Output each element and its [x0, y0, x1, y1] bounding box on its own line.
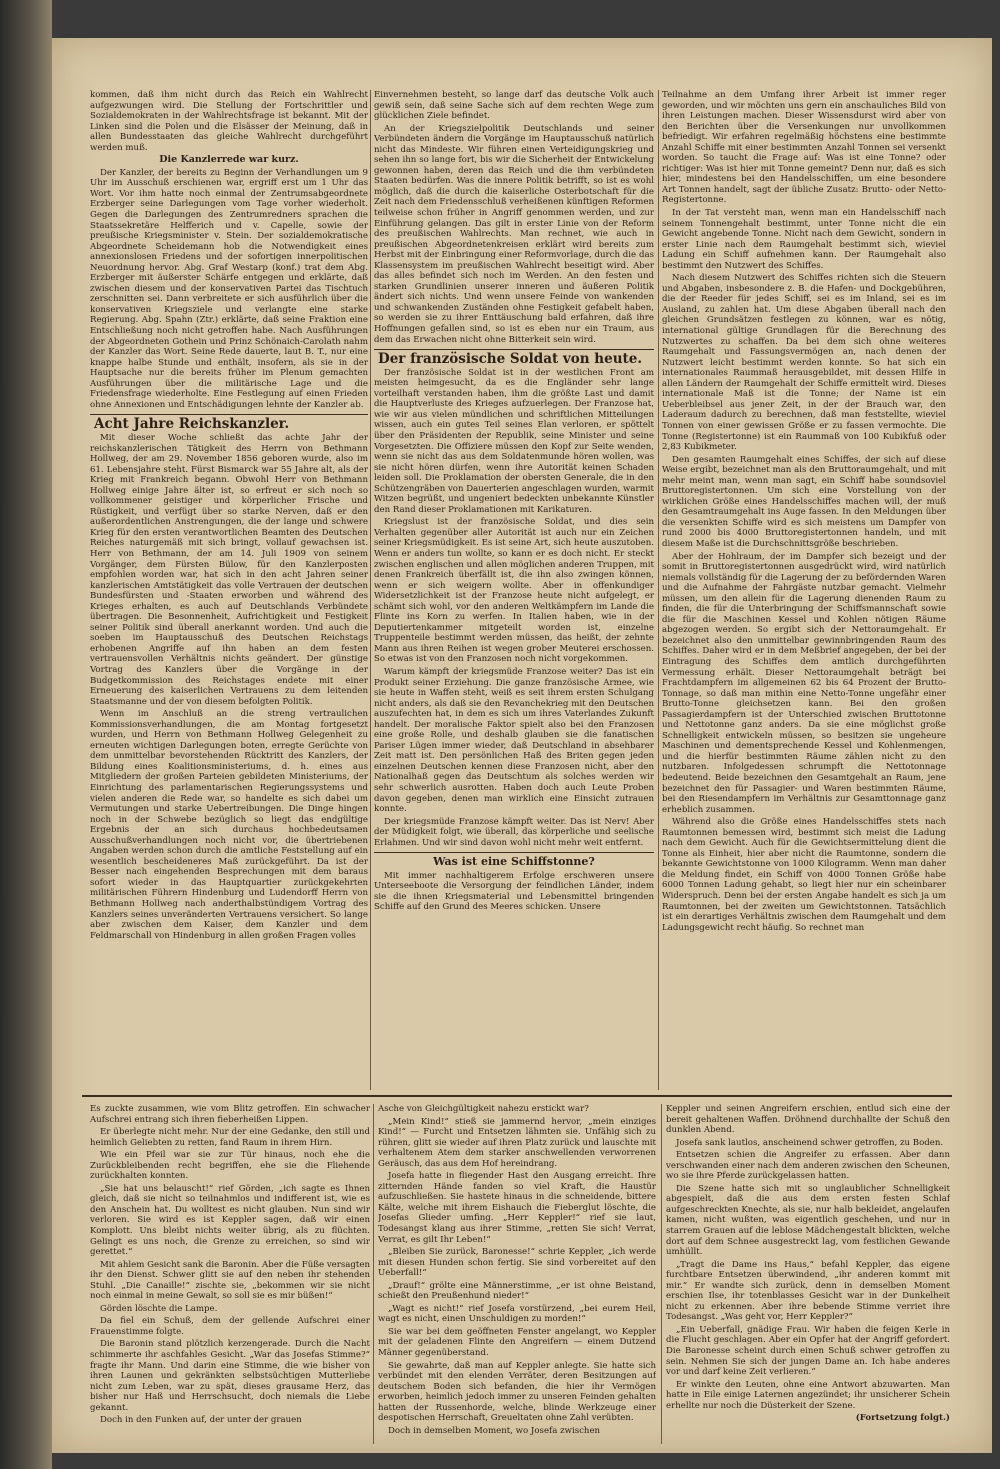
paragraph: Es zuckte zusammen, wie vom Blitz getroffen. Ein schwacher Aufschrei entrang sich ihren fieberheißen Lippen. — [90, 1104, 370, 1125]
paragraph: Sie gewahrte, daß man auf Keppler anlegte. Sie hatte sich verbündet mit den elenden Verräter, deren Besitzungen auf deutschem Boden sich befanden, die hier ihr Vermögen erworben, heimlich jedoch immer zu unseren Feinden gehalten hatten der Russenhorde, welche, blinde Werkzeuge einer despotischen Herrschaft, Greueltaten ohne Zahl verübten. — [378, 1360, 656, 1424]
paragraph: Entsetzen schien die Angreifer zu erfassen. Aber dann verschwanden einer nach dem anderen zwischen den Scheunen, wo sie ihre Pferde zurückgelassen hatten. — [666, 1150, 950, 1182]
paragraph: Wenn im Anschluß an die streng vertraulichen Kommissionsverhandlungen, die am Montag fortgesetzt wurden, und Herrn von Bethmann Hollweg Gelegenheit zu erneuten wichtigen Darlegungen boten, erregte Gerüchte von dem unmittelbar bevorstehenden Rücktritt des Kanzlers, der Bildung eines Koalitionsministeriums, d. h. eines aus Mitgliedern der großen Parteien gebildeten Ministeriums, der Einrichtung des parlamentarischen Regierungssystems und vielen anderen die Rede war, so handelte es sich dabei um Vermutungen und starke Uebertreibungen. Die Dinge hingen noch in der Schwebe bezüglich so liegt das endgültige Ergebnis der an sich durchaus hochbedeutsamen Ausschußverhandlungen noch nicht vor, die übertriebenen Angaben werden schon durch die amtliche Feststellung auf ein wesentlich bescheideneres Maß zurückgeführt. Da ist der Besser nach eingehenden Besprechungen mit dem baraus sofort wieder in das Hauptquartier zurückgekehrten militärischen Führern Hindenburg und Ludendorff Herrn von Bethmann Hollweg nach anderthalbstündigem Vortrag des Kanzlers seines unveränderten Vertrauens versichert. So lange aber zwischen dem Kaiser, dem Kanzler und dem Feldmarschall von Hindenburg in allen großen Fragen volles — [90, 709, 368, 941]
divider — [90, 414, 368, 415]
article-heading: Der französische Soldat von heute. — [378, 351, 643, 368]
column-2 — [374, 90, 654, 1090]
column-divider — [370, 90, 371, 1090]
paragraph: Der französische Soldat ist in der westlichen Front am meisten heimgesucht, da es die Engländer sehr lange vorteilhaft verstanden haben, ihm die größte Last und damit die Hauptverluste des Krieges aufzuerlegen. Der Franzose hat, wie wir aus vielen mündlichen und schriftlichen Mitteilungen wissen, auch ein gutes Teil seines Elan verloren, er spöttelt über den Präsidenten der Republik, seine Minister und seine Vorgesetzten. Die Offiziere müssen den Kopf zur Seite wenden, wenn sie nicht das aus dem Soldatenmunde hören wollen, was sie nicht hören dürfen, wenn ihre Autorität keinen Schaden leiden soll. Die Proklamation der obersten Generale, die in den Schützengräben von Dauerterien angeschlagen wurden, warmit Witzen begrüßt, und ungeniert bedeckten unbekannte Künstler den Rand dieser Proklamationen mit Karikaturen. — [374, 367, 654, 515]
paragraph: Den gesamten Raumgehalt eines Schiffes, der sich auf diese Weise ergibt, bezeichnet man als den Bruttoraumgehalt, und mit mehr meint man, wenn man sagt, ein Schiff habe soundsoviel Bruttoregistertonnen. Um sich eine Vorstellung von der wirklichen Größe eines Handelsschiffes machen will, der muß den Gesamtraumgehalt ins Auge fassen. In den Meldungen über die versenkten Schiffe wird es sich meistens um Dampfer von rund 2000 bis 4000 Bruttoregistertonnen handeln, und mit diesem Maße ist die Durchschnittsgröße beschrieben. — [662, 454, 946, 549]
paragraph: „Sie hat uns belauscht!“ rief Görden, „ich sagte es Ihnen gleich, daß sie nicht so teilnahmlos und indifferent ist, wie es den Anschein hat. Du wolltest es nicht glauben. Nun sind wir verloren. Sie wird es ist Keppler sagen, daß wir einen Komplott. Uns bleibt nichts weiter übrig, als zu flüchten. Gelingt es uns noch, die Grenze zu erreichen, so sind wir gerettet.“ — [90, 1183, 370, 1258]
paragraph: Er überlegte nicht mehr. Nur der eine Gedanke, den still und heimlich Geliebten zu retten, fand Raum in ihrem Hirn. — [90, 1127, 370, 1148]
divider — [374, 349, 654, 350]
paragraph: Da fiel ein Schuß, dem der gellende Aufschrei einer Frauenstimme folgte. — [90, 1316, 370, 1337]
paragraph: Josefa hatte in fliegender Hast den Ausgang erreicht. Ihre zitternden Hände fanden so viel Kraft, die Haustür aufzuschließen. Sie hastete hinaus in die schneidende, bittere Kälte, welche mit ihrem Eishauch die Fieberglut löschte, die Josefas Glieder umfing. „Herr Keppler!“ rief sie laut, Todesangst klang aus ihrer Stimme, „retten Sie sich! Verrat, Verrat, es gilt Ihr Leben!“ — [378, 1171, 656, 1245]
newspaper-page — [52, 38, 992, 1453]
paragraph: Der Kanzler, der bereits zu Beginn der Verhandlungen um 9 Uhr im Ausschuß erschienen war, ergriff erst um 1 Uhr das Wort. Vor ihm hatte noch einmal der Zentrumsabgeordnete Erzberger seine Darlegungen vom Tage vorher wiederholt. Gegen die Darlegungen des Zentrumredners sprachen die Staatssekretäre Helfferich und v. Capelle, sowie der preußische Kriegsminister v. Stein. Der sozialdemokratische Abgeordnete Scheidemann hob die Notwendigkeit eines annexionslosen Friedens und der sofortigen innerpolitischen Neuordnung hervor. Abg. Graf Westarp (konf.) trat dem Abg. Erzberger mit äußerster Schärfe entgegen und erklärte, daß zwischen diesem und der konservativen Partei das Tischtuch zerschnitten sei. Dann verbreitete er sich ausführlich über die konservativen Kriegsziele und verlangte eine starke Regierung. Abg. Spahn (Ztr.) erklärte, daß seine Fraktion eine Entschließung noch nicht getroffen habe. Nach Ausführungen der Abgeordneten Gothein und Prinz Schönaich-Carolath nahm der Kanzler das Wort. Seine Rede dauerte, laut B. T., nur eine knappe halbe Stunde und enthält, insofern, als sie in der Hauptsache nur die bereits früher im Plenum gemachten Ausführungen über die militärische Lage und die Friedensfrage wiederholte. Eine Festlegung auf einen Frieden ohne Annexionen und Entschädigungen lehnte der Kanzler ab. — [90, 167, 368, 410]
paragraph: Aber der Hohlraum, der im Dampfer sich bezeigt und der somit in Bruttoregistertonnen ausgedrückt wird, wird natürlich niemals vollständig für die Lagerung der zu befördernden Waren und die Aufnahme der Fahrgäste nutzbar gemacht. Vielmehr müssen, um den allein für die Lagerung dienenden Raum zu finden, die für die Unterbringung der Schiffsmannschaft sowie die für die Maschinen Kessel und Kohlen nötigen Räume abgezogen werden. So ergibt sich der Nettoraumgehalt. Er bezeichnet also den unmittelbar gewinnbringenden Raum des Schiffes. Daher wird er in dem Meßbrief angegeben, der bei der Eintragung des Schiffes dem amtlich durchgeführten Vermessung erhält. Dieser Nettoraumgehalt beträgt bei Frachtdampfern im allgemeinen 62 bis 64 Prozent der Brutto-Tonnage, so daß man mithin eine Netto-Tonne ungefähr einer Brutto-Tonne gleichsetzen kann. Bei den großen Passagierdampfern ist der Unterschied zwischen Bruttotonne und Nettotonne ganz anders. Da sie eine möglichst große Schnelligkeit entwickeln müssen, so besitzen sie ungeheure Maschinen und dementsprechende Kessel und Kohlenmengen, und die hierfür bestimmten Räume zählen nicht zu den nutzbaren. Infolgedessen schrumpft die Nettotonnage bedeutend. Beide bezeichnen den Gesamtgehalt an Raum, jene bezeichnet den für Passagier- und Waren bestimmten Räume, bei den Riesendampfern im Verhältnis zur Gesamttonnage ganz erheblich zusammen. — [662, 551, 946, 815]
paragraph: Wie ein Pfeil war sie zur Tür hinaus, noch ehe die Zurückbleibenden recht begriffen, ehe sie die Fliehende zurückhalten konnten. — [90, 1150, 370, 1182]
paragraph: Sie war bei dem geöffneten Fenster angelangt, wo Keppler mit der geladenen Flinte den Angreifern — einem Dutzend Männer gegenüberstand. — [378, 1326, 656, 1359]
paragraph: Er winkte den Leuten, ohne eine Antwort abzuwarten. Man hatte in Eile einige Laternen angezündet; ihr unsicherer Schein erhellte nur noch die Düsterkeit der Szene. — [666, 1379, 950, 1411]
column-3 — [662, 90, 946, 1090]
paragraph: Mit ahlem Gesicht sank die Baronin. Aber die Füße versagten ihr den Dienst. Schwer glitt sie auf den neben ihr stehenden Stuhl. „Die Canaille!“ zischte sie, „bekommen wir sie nicht noch einmal in meine Gewalt, so soll sie es mir büßen!“ — [90, 1259, 370, 1302]
paragraph: Mit immer nachhaltigerem Erfolge erschweren unsere Unterseeboote die Versorgung der feindlichen Länder, indem sie die ihnen Kriegsmaterial und Lebensmittel bringenden Schiffe auf den Grund des Meeres schicken. Unsere — [374, 870, 654, 913]
paragraph: In der Tat versteht man, wenn man ein Handelsschiff nach seinem Tonnengehalt bestimmt, unter Tonne nicht die ein Gewicht angebende Tonne. Nicht nach dem Gewicht, sondern in erster Linie nach dem Raumgehalt bestimmt sich, wieviel Ladung ein Schiff aufnehmen kann. Der Raumgehalt also bestimmt den Nutzwert des Schiffes. — [662, 208, 946, 271]
column-divider — [373, 1104, 374, 1444]
serial-story-column-3 — [666, 1104, 950, 1444]
book-binding — [0, 0, 52, 1469]
feuilleton-divider — [82, 1095, 952, 1097]
serial-story-column-1 — [90, 1104, 370, 1444]
paragraph: „Wagt es nicht!“ rief Josefa vorstürzend, „bei eurem Heil, wagt es nicht, einen Unschuldigen zu morden!“ — [378, 1303, 656, 1325]
paragraph: An der Kriegszielpolitik Deutschlands und seiner Verbündeten ändern die Vorgänge im Hauptausschuß natürlich nicht das Mindeste. Wir führen einen Verteidigungskrieg und sehen ihn so lange fort, bis wir die Sicherheit der Entwickelung gewonnen haben, deren das Reich und die ihm verbündeten Staaten bedürfen. Was die innere Politik betrifft, so ist es wohl möglich, daß die durch die kaiserliche Osterbotschaft für die Zeit nach dem Friedensschluß verheißenen künftigen Reformen teilweise schon früher in Angriff genommen werden, und zur Einführung gelangen. Das gilt in erster Linie von der Reform des preußischen Wahlrechts. Man rechnet, wie auch in preußischen Abgeordnetenkreisen erklärt wird bereits zum Herbst mit der Einbringung einer Reformvorlage, durch die das Klassensystem im preußischen Wahlrecht beseitigt wird. Aber das alles befindet sich noch im Werden. An den festen und starken Grundlinien unserer inneren und äußeren Politik ändert sich nichts. Und wenn unsere Feinde von wankenden und schwankenden Zuständen ohne Festigkeit gefabelt haben, so werden sie zu ihrer Enttäuschung bald erfahren, daß ihre Hoffnungen gefallen sind, so ist es eben nur ein Traum, aus dem das Erwachen nicht ohne Bitterkeit sein wird. — [374, 123, 654, 345]
column-divider — [658, 90, 659, 1090]
column-1 — [90, 90, 368, 1090]
paragraph: Keppler und seinen Angreifern erschien, entlud sich eine der bereit gehaltenen Waffen. Dröhnend durchhallte der Schuß den dunklen Abend. — [666, 1104, 950, 1136]
section-heading: Die Kanzlerrede war kurz. — [159, 154, 299, 166]
paragraph: Nach diesem Nutzwert des Schiffes richten sich die Steuern und Abgaben, insbesondere z. B. die Hafen- und Dockgebühren, die der Reeder für jedes Schiff, sei es im Inland, sei es im Ausland, zu zahlen hat. Um diese Abgaben überall nach den gleichen Grundsätzen festlegen zu können, war es nötig, international gültige Grundlagen für die Berechnung des Nutzwertes zu schaffen. Da bei dem sich ohne weiteres Raumgehalt und Fassungsvermögen an, nach denen der Nutzwert leicht bestimmt werden konnte. So hat sich ein internationales Raummaß herausgebildet, mit dessen Hilfe in allen Ländern der Raumgehalt der Schiffe ermittelt wird. Dieses internationale Maß ist die Tonne; der Name ist ein Ueberbleibsel aus jener Zeit, in der der Brauch war, den Laderaum dadurch zu berechnen, daß man feststellte, wieviel Tonnen von einer gewissen Größe er zu fassen vermochte. Die Tonne (Registertonne) ist ein Raummaß von 100 Kubikfuß oder 2,83 Kubikmeter. — [662, 273, 946, 453]
paragraph: Teilnahme an dem Umfang ihrer Arbeit ist immer reger geworden, und wir möchten uns gern ein anschauliches Bild von ihren Leistungen machen. Dieser Wissensdurst wird aber von den Berichten über die Versenkungen nur unvollkommen befriedigt. Wir erfahren regelmäßig höchstens eine bestimmte Anzahl Schiffe mit einer bestimmten Anzahl Tonnen sei versenkt worden. So taucht die Frage auf: Was ist eine Tonne? oder richtiger: Was ist hier mit Tonne gemeint? Denn nur, daß es sich hier, mindestens bei den Handelsschiffen, um eine besondere Art Tonnen handelt, sagt der übliche Zusatz: Brutto- oder Netto-Registertonne. — [662, 90, 946, 206]
paragraph: „Drauf!“ grölte eine Männerstimme, „er ist ohne Beistand, schießt den Preußenhund nieder!“ — [378, 1280, 656, 1302]
paragraph: Mit dieser Woche schließt das achte Jahr der reichskanzlerischen Tätigkeit des Herrn von Bethmann Hollweg, der am 29. November 1856 geboren wurde, also im 61. Lebensjahre steht. Fürst Bismarck war 55 Jahre alt, als der Krieg mit Frankreich begann. Obwohl Herr von Bethmann Hollweg einige Jahre älter ist, so erfreut er sich noch so vollkommener geistiger und körperlicher Frische und Rüstigkeit, und verfügt über so starke Nerven, daß er den außerordentlichen Anstrengungen, die der lange und schwere Krieg für den ersten verantwortlichen Beamten des Deutschen Reiches naturgemäß mit sich bringt, vollauf gewachsen ist. Herr von Bethmann, der am 14. Juli 1909 von seinem Vorgänger, dem Fürsten Bülow, für den Kanzlerposten empfohlen worden war, hat sich in den acht Jahren seiner kanzlerischen Amtstätigkeit das volle Vertrauen der deutschen Bundesfürsten und -Staaten erworben und während des Krieges erhalten, es auch auf Deutschlands Verbündete übertragen. Die Besonnenheit, Aufrichtigkeit und Festigkeit seiner Politik sind überall anerkannt worden. Und auch die soeben im Hauptausschuß des Deutschen Reichstags erhobenen Angriffe auf ihn haben an dem festen vertrauensvollen Verhältnis nichts geändert. Der günstige Vortrag des Kanzlers über die Vorgänge in der Budgetkommission des Reichstages endete mit einer Erneuerung des kaiserlichen Vertrauens zu dem leitenden Staatsmanne und der von diesem befolgten Politik. — [90, 432, 368, 707]
paragraph: Josefa sank lautlos, anscheinend schwer getroffen, zu Boden. — [676, 1137, 944, 1148]
paragraph: Einvernehmen besteht, so lange darf das deutsche Volk auch gewiß sein, daß seine Sache sich auf dem rechten Wege zum glücklichen Ziele befindet. — [374, 90, 654, 122]
paragraph: Asche von Gleichgültigkeit nahezu erstickt war? — [378, 1104, 589, 1114]
divider — [374, 852, 654, 853]
paragraph: Die Szene hatte sich mit so unglaublicher Schnelligkeit abgespielt, daß die aus dem ersten festen Schlaf aufgeschreckten Knechte, als sie, nur halb bekleidet, angelaufen kamen, nicht wußten, was eigentlich geschehen, und nur in starrem Grauen auf die leblose Mädchengestalt blickten, welche dort auf dem Schnee ausgestreckt lag, vom festlichen Gewande umhüllt. — [666, 1183, 950, 1258]
paragraph: kommen, daß ihm nicht durch das Reich ein Wahlrecht aufgezwungen wird. Die Stellung der Fortschrittler und Sozialdemokraten in der Wahlrechtsfrage ist bekannt. Mit der Linken sind die Polen und die Elsässer der Meinung, daß in allen Bundesstaaten das gleiche Wahlrecht durchgeführt werden muß. — [90, 90, 368, 153]
paragraph: Görden löschte die Lampe. — [100, 1303, 218, 1314]
column-divider — [661, 1104, 662, 1444]
paragraph: „Mein Kind!“ stieß sie jammernd hervor, „mein einziges Kind!“ — Furcht und Entsetzen lähmten sie. Unfähig sich zu rühren, glitt sie wieder auf ihren Platz zurück und lauschte mit verhaltenem Atem dem starker anschwellenden verworrenen Geräusch, das aus dem Hof hereindrang. — [378, 1116, 656, 1169]
paragraph: „Tragt die Dame ins Haus,“ befahl Keppler, das eigene furchtbare Entsetzen überwindend, „ihr anderen kommt mit mir.“ Er wandte sich zurück, denn in demselben Moment erschien Ilse, ihr totenblasses Gesicht war in der Dunkelheit nicht zu erkennen. Aber ihre bebende Stimme verriet ihre Todesangst. „Was geht vor, Herr Keppler?“ — [666, 1259, 950, 1323]
paragraph: „Bleiben Sie zurück, Baronesse!“ schrie Keppler, „ich werde mit diesen Hunden schon fertig. Sie sind vorbereitet auf den Ueberfall!“ — [378, 1247, 656, 1279]
article-heading: Was ist eine Schiffstonne? — [433, 855, 595, 869]
continuation-note: (Fortsetzung folgt.) — [855, 1413, 950, 1424]
paragraph: Kriegslust ist der französische Soldat, und dies sein Verhalten gegenüber aller Autorität ist auch nur ein Zeichen seiner Kriegsmüdigkeit. Es ist seine Art, sich heute auszutoben. Wenn er anders tun wollte, so kann er es doch nicht. Er steckt zwischen englischen und allen möglichen anderen Truppen, mit denen Frankreich überfällt ist, die ihn also zwingen können, wenn er sich weigern wollte. Aber in offenkundiger Widersetzlichkeit ist der Franzose heute nicht aufgelegt, er schämt sich wohl, vor den anderen Weltkämpfern im Lande die Flinte ins Korn zu werfen. In Italien haben, wie in der Deputiertenkammer mitgeteilt worden ist, einzelne Truppenteile bestimmt werden müssen, das heißt, der zehnte Mann aus ihren Reihen ist wegen grober Meuterei erschossen. So etwas ist von den Franzosen noch nicht vorgekommen. — [374, 517, 654, 665]
paragraph: Warum kämpft der kriegsmüde Franzose weiter? Das ist ein Produkt seiner Erziehung. Die ganze französische Armee, wie sie heute in Waffen steht, weiß es seit ihrem ersten Schulgang nicht anders, als daß sie den Revanchekrieg mit den Deutschen auszufechten hat, in dem es sich um ihres Vaterlandes Zukunft handelt. Der moralische Faktor spielt also bei den Franzosen eine große Rolle, und deshalb glauben sie die fanatischen Pariser Lügen immer wieder, daß Deutschland in absehbarer Zeit matt ist. Den persönlichen Haß des Briten gegen jeden einzelnen Deutschen kennen diese Franzosen nicht, aber den Nationalhaß gegen das Deutschtum als solches werden wir sehr schwerlich ausrotten. Haben doch auch Leute Proben davon gegeben, denen man wirklich eine Einsicht zutrauen konnte. — [374, 666, 654, 815]
paragraph: Während also die Größe eines Handelsschiffes stets nach Raumtonnen bemessen wird, bestimmt sich meist die Ladung nach dem Gewicht. Auch für die Gewichtsermittelung dient die Tonne als Einheit, hier aber nicht die Raumtonne, sondern die bekannte Gewichtstonne von 1000 Kilogramm. Wenn man daher die Meldung findet, ein Schiff von 4000 Tonnen Größe habe 6000 Tonnen Ladung gehabt, so liegt hier nur ein scheinbarer Widerspruch. Denn bei der ersten Angabe handelt es sich ja um Raumtonnen, bei der zweiten um Gewichtstonnen. Tatsächlich ist ein derartiges Verhältnis zwischen dem Raumgehalt und dem Ladungsgewicht recht häufig. So rechnet man — [662, 817, 946, 933]
paragraph: Der kriegsmüde Franzose kämpft weiter. Das ist Nerv! Aber der Müdigkeit folgt, wie überall, das körperliche und seelische Erlahmen. Und wir sind davon wohl nicht mehr weit entfernt. — [374, 816, 654, 848]
paragraph: Doch in den Funken auf, der unter der grauen — [100, 1415, 302, 1426]
paragraph: Die Baronin stand plötzlich kerzengerade. Durch die Nacht schimmerte ihr aschfahles Gesicht. „War das Josefas Stimme?“ fragte ihr Mann. Und darin eine Stimme, die wie bisher von ihren Launen und gekränkten selbstsüchtigen Mutterliebe nicht zum Leben, war zu spät, dieses grausame Herz, das bisher nur Haß und Herrschsucht, doch niemals die Liebe gekannt. — [90, 1339, 370, 1413]
serial-story-column-2 — [378, 1104, 656, 1444]
paragraph: Doch in demselben Moment, wo Josefa zwischen — [388, 1425, 601, 1436]
paragraph: „Ein Ueberfall, gnädige Frau. Wir haben die feigen Kerle in die Flucht geschlagen. Aber ein Opfer hat der Angriff gefordert. Die Baronesse scheint durch einen Schuß schwer getroffen zu sein. Nehmen Sie sich der jungen Dame an. Ich habe anderes vor und darf keine Zeit verlieren.“ — [666, 1324, 950, 1378]
article-heading: Acht Jahre Reichskanzler. — [94, 416, 290, 433]
